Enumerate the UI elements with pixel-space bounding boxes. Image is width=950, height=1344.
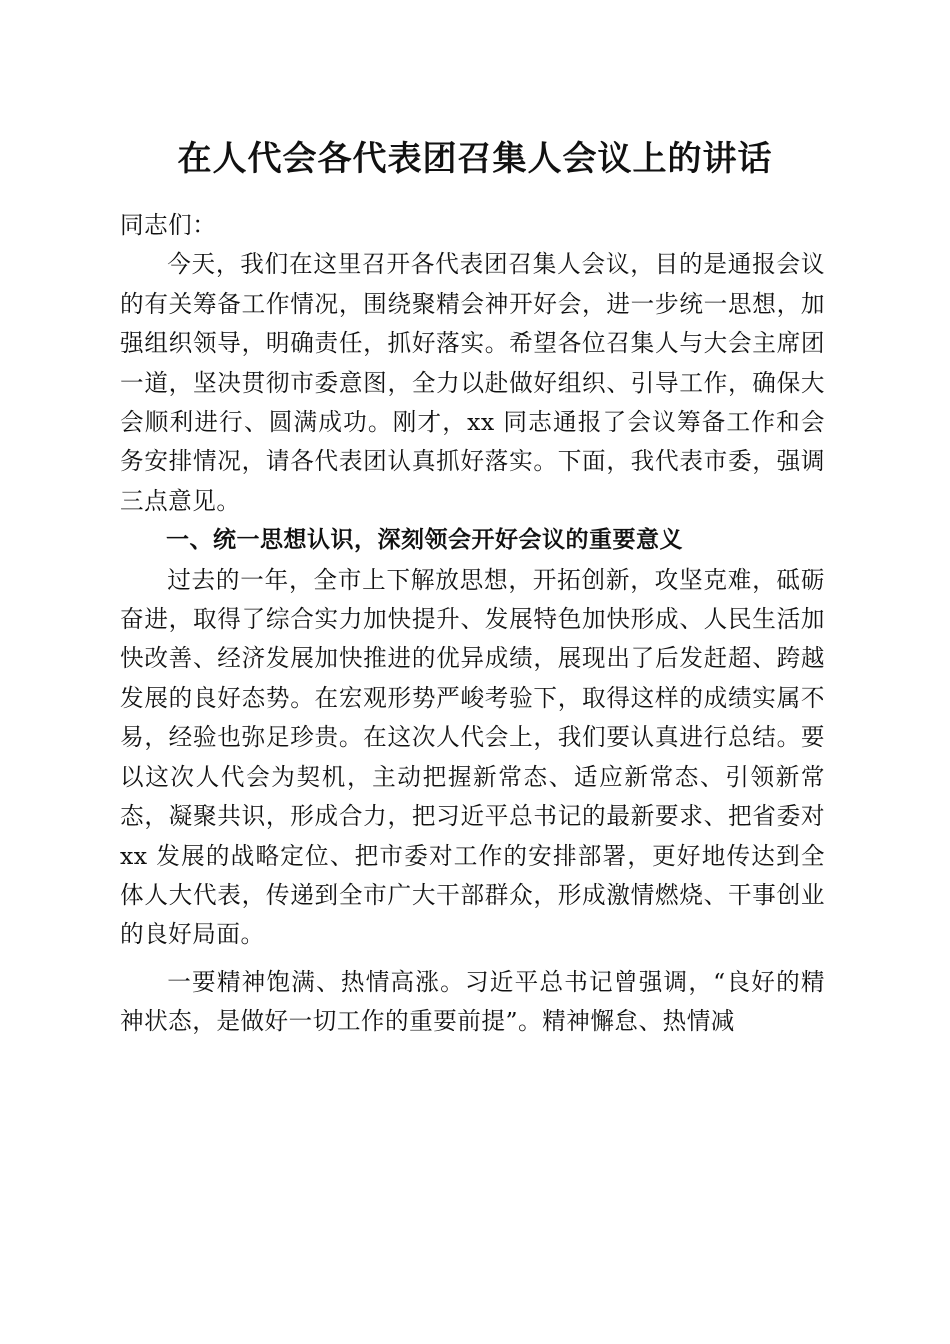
paragraph-review: 过去的一年，全市上下解放思想，开拓创新，攻坚克难，砥砺奋进，取得了综合实力加快提升、发展特色加快形成、人民生活加快改善、经济发展加快推进的优异成绩，展现出了后发赶超、跨越发展的良好态势。在宏观形势严峻考验下，取得这样的成绩实属不易，经验也弥足珍贵。在这次人代会上，我们要认真进行总结。要以这次人代会为契机，主动把握新常态、适应新常态、引领新常态，凝聚共识，形成合力，把习近平总书记的最新要求、把省委对 xx 发展的战略定位、把市委对工作的安排部署，更好地传达到全体人大代表，传递到全市广大干部群众，形成激情燃烧、干事创业的良好局面。: [120, 565, 825, 949]
document-title: 在人代会各代表团召集人会议上的讲话: [177, 139, 773, 179]
paragraph-opening: 今天，我们在这里召开各代表团召集人会议，目的是通报会议的有关筹备工作情况，围绕聚精会神开好会，进一步统一思想，加强组织领导，明确责任，抓好落实。希望各位召集人与大会主席团一道，坚决贯彻市委意图，全力以赴做好组织、引导工作，确保大会顺利进行、圆满成功。刚才，xx 同志通报了会议筹备工作和会务安排情况，请各代表团认真抓好落实。下面，我代表市委，强调三点意见。: [120, 250, 825, 515]
salutation: 同志们：: [120, 211, 217, 239]
document-body: [120, 206, 825, 1042]
paragraph-spirit: 一要精神饱满、热情高涨。习近平总书记曾强调，“良好的精神状态，是做好一切工作的重要前提”。精神懈怠、热情减: [120, 967, 825, 1036]
section-heading-1: 一、统一思想认识，深刻领会开好会议的重要意义: [166, 527, 683, 554]
